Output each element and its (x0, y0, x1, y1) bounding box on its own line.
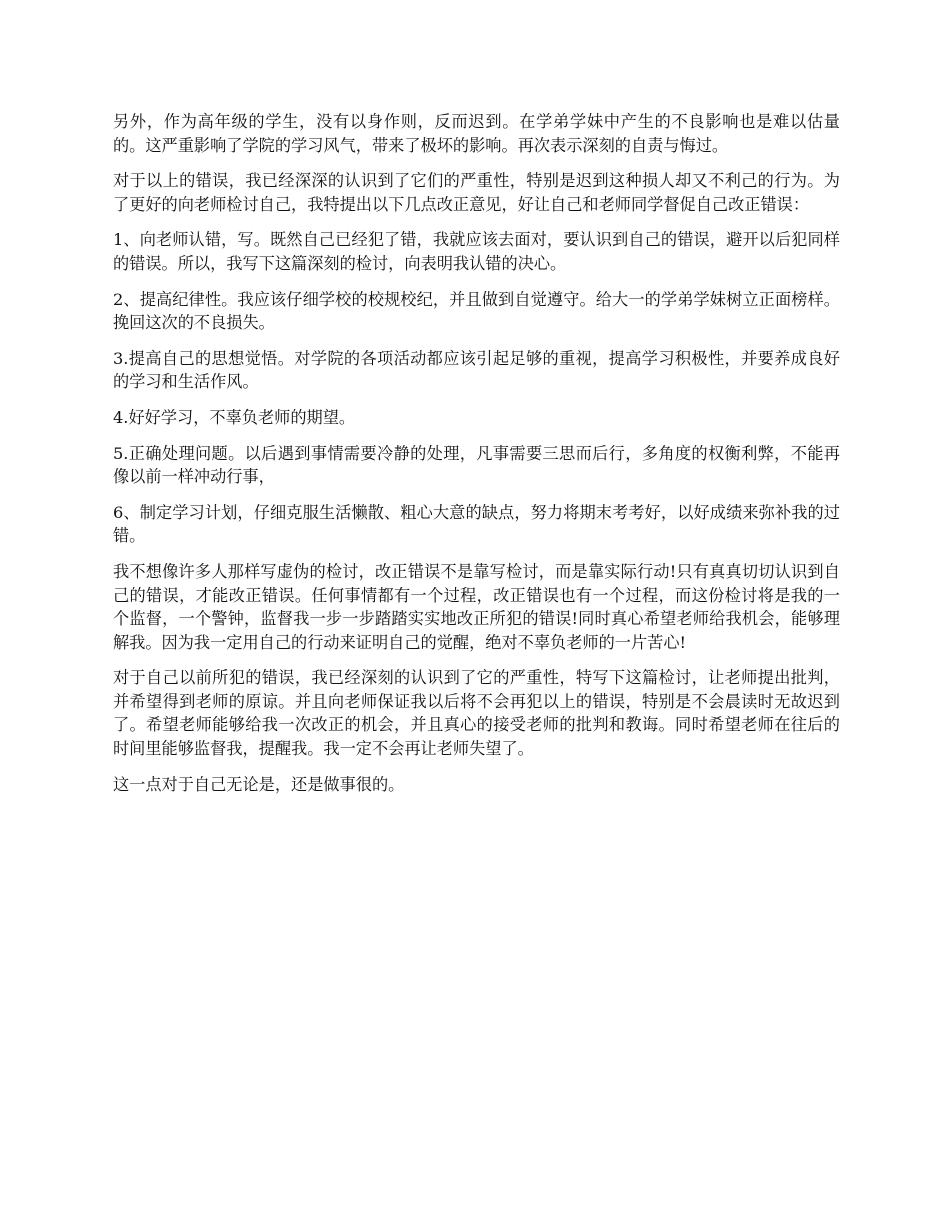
paragraph-10: 对于自己以前所犯的错误，我已经深刻的认识到了它的严重性，特写下这篇检讨，让老师提出批判，并希望得到老师的原谅。并且向老师保证我以后将不会再犯以上的错误，特别是不会晨读时无故迟到了。希望老师能够给我一次改正的机会，并且真心的接受老师的批判和教诲。同时希望老师在往后的时间里能够监督我，提醒我。我一定不会再让老师失望了。 (113, 668, 840, 759)
document-body (113, 110, 840, 796)
paragraph-7: 5.正确处理问题。以后遇到事情需要冷静的处理，凡事需要三思而后行，多角度的权衡利弊，不能再像以前一样冲动行事， (113, 443, 840, 487)
paragraph-9: 我不想像许多人那样写虚伪的检讨，改正错误不是靠写检讨，而是靠实际行动!只有真真切切认识到自己的错误，才能改正错误。任何事情都有一个过程，改正错误也有一个过程，而这份检讨将是我的一个监督，一个警钟，监督我一步一步踏踏实实地改正所犯的错误!同时真心希望老师给我机会，能够理解我。因为我一定用自己的行动来证明自己的觉醒，绝对不辜负老师的一片苦心! (113, 561, 840, 652)
paragraph-6: 4.好好学习，不辜负老师的期望。 (113, 407, 356, 427)
paragraph-1: 另外，作为高年级的学生，没有以身作则，反而迟到。在学弟学妹中产生的不良影响也是难以估量的。这严重影响了学院的学习风气，带来了极坏的影响。再次表示深刻的自责与悔过。 (113, 112, 840, 155)
paragraph-8: 6、制定学习计划，仔细克服生活懒散、粗心大意的缺点，努力将期末考考好，以好成绩来弥补我的过错。 (113, 502, 840, 546)
paragraph-11: 这一点对于自己无论是，还是做事很的。 (113, 774, 405, 794)
paragraph-2: 对于以上的错误，我已经深深的认识到了它们的严重性，特别是迟到这种损人却又不利己的行为。为了更好的向老师检讨自己，我特提出以下几点改正意见，好让自己和老师同学督促自己改正错误： (113, 171, 840, 214)
paragraph-4: 2、提高纪律性。我应该仔细学校的校规校纪，并且做到自觉遵守。给大一的学弟学妹树立正面榜样。挽回这次的不良损失。 (113, 289, 840, 333)
paragraph-3: 1、向老师认错，写。既然自己已经犯了错，我就应该去面对，要认识到自己的错误，避开以后犯同样的错误。所以，我写下这篇深刻的检讨，向表明我认错的决心。 (113, 230, 840, 273)
paragraph-5: 3.提高自己的思想觉悟。对学院的各项活动都应该引起足够的重视，提高学习积极性，并要养成良好的学习和生活作风。 (113, 348, 840, 392)
